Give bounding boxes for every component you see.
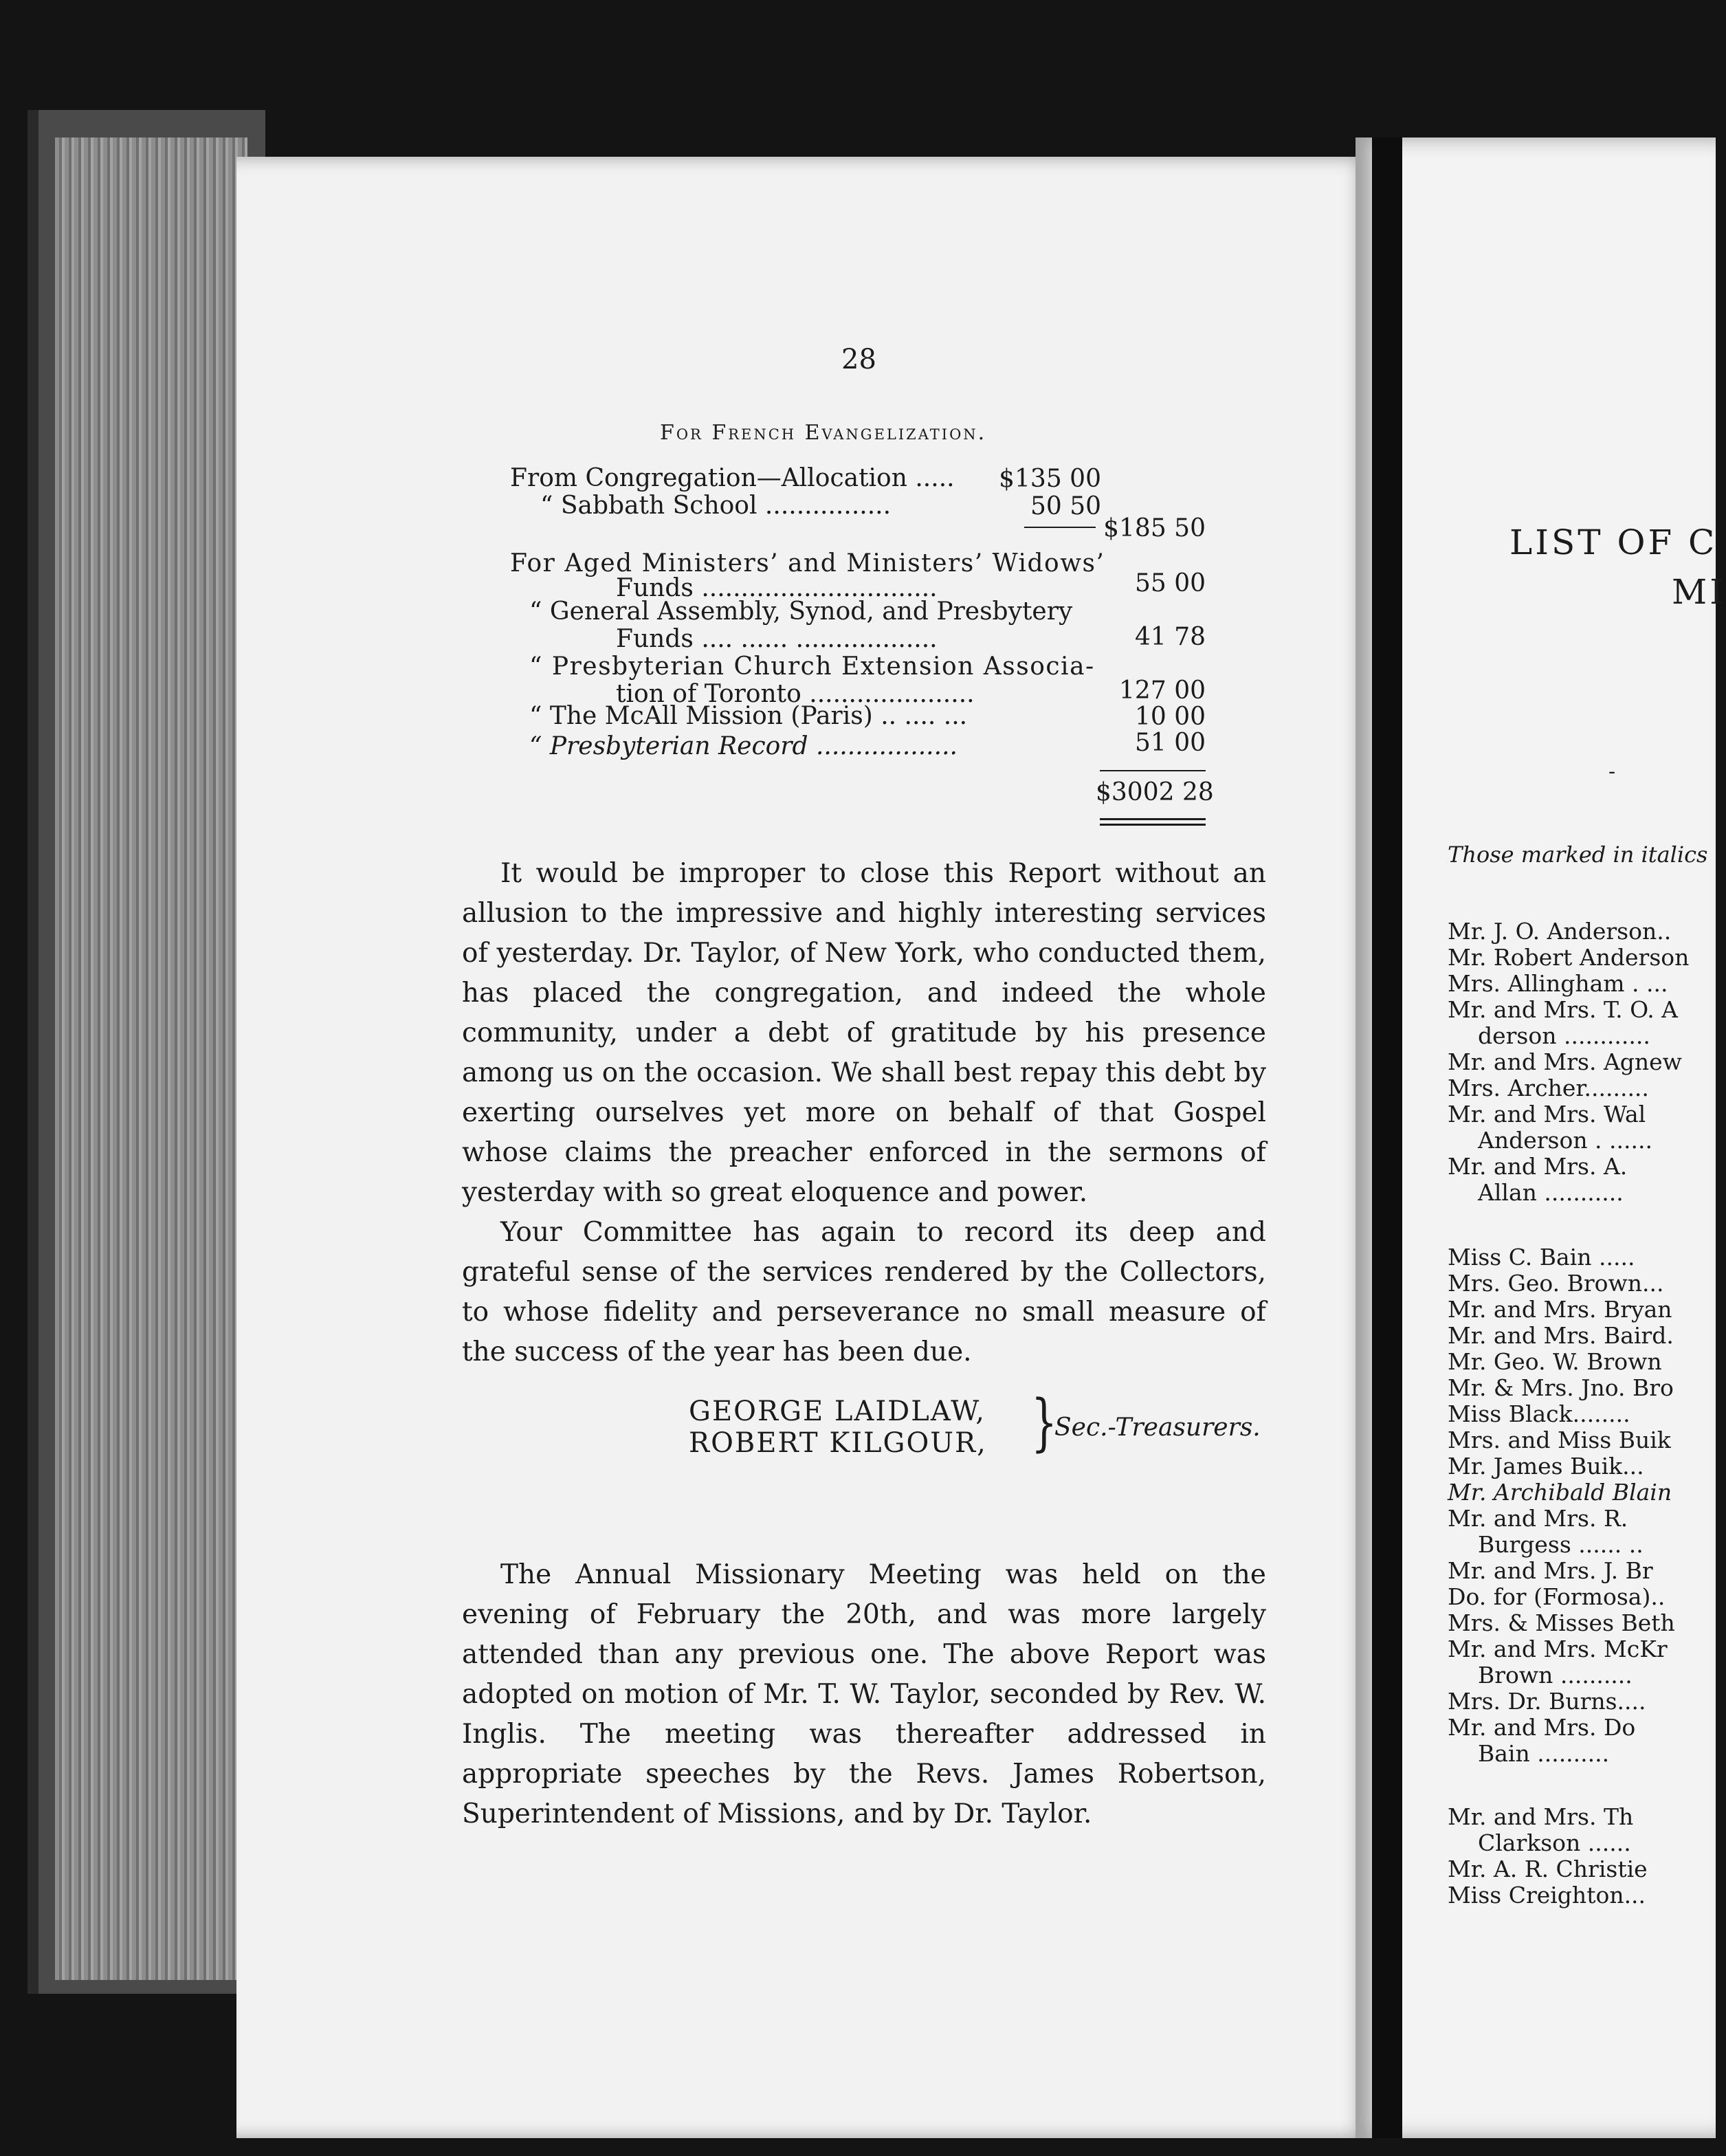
list-item: Mr. J. O. Anderson.. <box>1448 918 1672 945</box>
list-item: Mrs. Geo. Brown... <box>1448 1270 1664 1297</box>
signatory: ROBERT KILGOUR, <box>689 1427 987 1459</box>
ledger-label: From Congregation—Allocation ..... <box>510 464 955 492</box>
list-item: Mrs. Archer......... <box>1448 1075 1649 1101</box>
ledger-sub-amount: 50 50 <box>1030 492 1101 520</box>
list-item: Mr. Robert Anderson <box>1448 944 1690 971</box>
ledger-total: 127 00 <box>1119 676 1206 705</box>
ledger-total: 41 78 <box>1134 623 1206 651</box>
total-rule <box>1100 770 1206 771</box>
ledger-label: “ Presbyterian Record .................. <box>529 732 958 760</box>
page-edges <box>55 138 247 1980</box>
right-dot: - <box>1608 760 1616 784</box>
closing-body <box>462 1555 1266 1834</box>
ledger-label: “ Sabbath School ................ <box>540 492 892 520</box>
paragraph: It would be improper to close this Report without an allusion to the impressive and highly interesting services of yesterday. Dr. Taylor, of New York, who conducted them, has placed the congregation, and indeed the whole community, under a debt of gratitude by his presence among us on the occasion. We shall best repay this debt by exerting ourselves yet more on behalf of that Gospel whose claims the preacher enforced in the sermons of yesterday with so great eloquence and power. <box>462 858 1266 1208</box>
double-rule-2 <box>1100 824 1206 826</box>
list-item: Mr. & Mrs. Jno. Bro <box>1448 1374 1674 1401</box>
right-page <box>1356 138 1726 2138</box>
signatory: GEORGE LAIDLAW, <box>689 1396 986 1427</box>
list-item: Miss Black........ <box>1448 1400 1630 1427</box>
right-list-c <box>1448 1804 1648 1908</box>
list-item: Mrs. & Misses Beth <box>1448 1609 1675 1636</box>
right-list-a <box>1448 918 1689 1206</box>
list-item: Mr. and Mrs. McKr <box>1448 1636 1668 1662</box>
list-item: Clarkson ...... <box>1478 1829 1631 1856</box>
closing-paragraph: The Annual Missionary Meeting was held on the evening of February the 20th, and was more largely attended than any previous one. The above Report was adopted on motion of Mr. T. W. Taylor, seconded by Rev. W. Inglis. The meeting was thereafter addressed in appropriate speeches by the Revs. James Robertson, Superintendent of Missions, and by Dr. Taylor. <box>462 1559 1266 1829</box>
ledger-sub-amount: $135 00 <box>999 465 1101 493</box>
right-heading-2: MI <box>1672 572 1726 612</box>
list-item: Mrs. Allingham . ... <box>1448 970 1668 997</box>
subtotal-rule <box>1024 527 1096 528</box>
ledger-label: Funds .............................. <box>616 574 938 602</box>
right-heading-1: LIST OF C <box>1509 522 1718 562</box>
list-item: Miss Creighton... <box>1448 1882 1646 1908</box>
ledger-label: For Aged Ministers’ and Ministers’ Widows’ <box>510 549 1105 578</box>
list-item: Mr. and Mrs. A. <box>1448 1153 1628 1180</box>
ledger-total: $185 50 <box>1103 514 1206 542</box>
list-item: Mr. and Mrs. Bryan <box>1448 1296 1672 1323</box>
list-item: Mr. and Mrs. Wal <box>1448 1101 1646 1128</box>
list-item: Mr. and Mrs. R. <box>1448 1505 1628 1532</box>
list-item: Mrs. and Miss Buik <box>1448 1427 1671 1453</box>
ledger-label: Funds .... ...... .................. <box>616 625 938 653</box>
signatory-role: Sec.-Treasurers. <box>1054 1414 1261 1442</box>
ledger-total: 10 00 <box>1134 703 1206 731</box>
list-item: Mr. and Mrs. Do <box>1448 1714 1636 1741</box>
page-number: 28 <box>841 344 876 375</box>
list-item: derson ............ <box>1478 1022 1650 1049</box>
list-item: Do. for (Formosa).. <box>1448 1583 1666 1610</box>
section-title: For French Evangelization. <box>660 421 987 445</box>
ledger-label: tion of Toronto ..................... <box>616 680 975 708</box>
right-note: Those marked in italics <box>1448 842 1708 868</box>
list-item: Bain .......... <box>1478 1740 1610 1767</box>
book-gutter <box>1372 138 1402 2138</box>
list-item: Mr. and Mrs. J. Br <box>1448 1557 1653 1584</box>
list-item: Mr. Archibald Blain <box>1448 1479 1672 1506</box>
list-item: Miss C. Bain ..... <box>1448 1244 1635 1270</box>
ledger-total: 51 00 <box>1134 729 1206 757</box>
list-item: Mr. James Buik... <box>1448 1453 1644 1480</box>
list-item: Mr. and Mrs. Agnew <box>1448 1048 1682 1075</box>
brace: } <box>1031 1387 1058 1460</box>
ledger-label: “ General Assembly, Synod, and Presbytery <box>529 597 1073 626</box>
list-item: Mr. A. R. Christie <box>1448 1856 1648 1882</box>
list-item: Mr. and Mrs. Th <box>1448 1803 1634 1830</box>
list-item: Anderson . ...... <box>1478 1127 1652 1154</box>
list-item: Mr. and Mrs. Baird. <box>1448 1322 1674 1349</box>
list-item: Brown .......... <box>1478 1662 1633 1688</box>
report-body <box>462 854 1266 1372</box>
double-rule-1 <box>1100 818 1206 820</box>
list-item: Mr. Geo. W. Brown <box>1448 1348 1662 1375</box>
list-item: Mrs. Dr. Burns.... <box>1448 1688 1646 1715</box>
list-item: Mr. and Mrs. T. O. A <box>1448 996 1679 1023</box>
right-list-b <box>1448 1244 1675 1767</box>
paragraph: Your Committee has again to record its deep and grateful sense of the services rendered by the Collectors, to whose fidelity and perseverance no small measure of the success of the year has been due. <box>462 1217 1266 1367</box>
grand-total: $3002 28 <box>1096 778 1214 806</box>
ledger-label: “ The McAll Mission (Paris) .. .... ... <box>529 702 968 730</box>
list-item: Allan ........... <box>1478 1179 1624 1206</box>
ledger-label: “ Presbyterian Church Extension Associa- <box>529 652 1095 681</box>
ledger-total: 55 00 <box>1134 569 1206 597</box>
list-item: Burgess ...... .. <box>1478 1531 1644 1558</box>
